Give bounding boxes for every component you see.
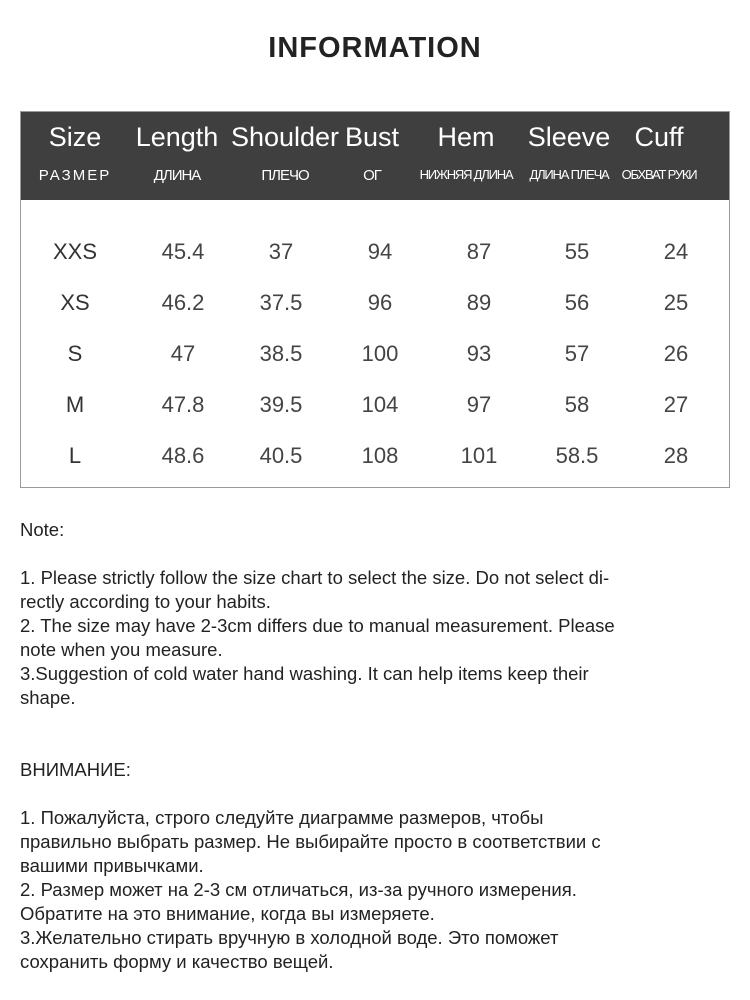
header-hem [411,112,521,200]
cell-sleeve: 57 [564,341,590,366]
table-row [21,226,729,277]
cell-shoulder: 37.5 [259,290,303,315]
note-line-ru: 3.Желательно стирать вручную в холодной воде. Это поможет [20,927,559,948]
size-chart-table [20,111,730,488]
header-size [21,112,129,200]
header-label-en: Sleeve [527,122,611,152]
cell-hem: 89 [466,290,492,315]
note-line-ru: правильно выбрать размер. Не выбирайте просто в соответствии с [20,831,601,852]
cell-size: S [67,341,83,366]
cell-sleeve: 56 [564,290,590,315]
cell-hem: 101 [460,443,498,468]
cell-bust: 100 [361,341,399,366]
cell-size: M [65,392,85,417]
cell-sleeve: 55 [564,239,590,264]
header-label-en: Bust [344,122,400,152]
note-line-en: 3.Suggestion of cold water hand washing. It can help items keep their [20,663,589,684]
cell-shoulder: 37 [268,239,294,264]
header-bust [335,112,409,200]
note-line-en: rectly according to your habits. [20,591,271,612]
table-row [21,430,729,481]
cell-cuff: 27 [663,392,689,417]
header-shoulder [223,112,347,200]
header-label-en: Length [135,122,219,152]
notes-heading-ru: ВНИМАНИЕ: [20,759,131,780]
cell-bust: 104 [361,392,399,417]
table-row [21,277,729,328]
note-line-ru: сохранить форму и качество вещей. [20,951,334,972]
header-label-en: Hem [437,122,495,152]
notes-heading-en: Note: [20,519,65,540]
header-label-ru: РАЗМЕР [38,167,112,184]
note-line-ru: вашими привычками. [20,855,204,876]
cell-cuff: 26 [663,341,689,366]
notes-section [20,518,720,974]
table-header [21,112,729,200]
cell-length: 48.6 [161,443,205,468]
note-line-ru: 2. Размер может на 2-3 см отличаться, из-за ручного измерения. [20,879,577,900]
header-label-ru: ПЛЕЧО [261,167,309,184]
cell-sleeve: 58.5 [555,443,599,468]
header-label-ru: НИЖНЯЯ ДЛИНА [419,167,513,182]
cell-hem: 97 [466,392,492,417]
cell-shoulder: 38.5 [259,341,303,366]
cell-bust: 108 [361,443,399,468]
cell-cuff: 25 [663,290,689,315]
cell-size: XXS [52,239,98,264]
cell-length: 45.4 [161,239,205,264]
cell-cuff: 24 [663,239,689,264]
cell-cuff: 28 [663,443,689,468]
header-label-ru: ДЛИНА [153,167,201,184]
header-sleeve [519,112,619,200]
cell-shoulder: 39.5 [259,392,303,417]
header-label-en: Size [48,122,102,152]
cell-size: L [68,443,82,468]
table-row [21,379,729,430]
cell-length: 47 [170,341,196,366]
table-row [21,328,729,379]
cell-length: 46.2 [161,290,205,315]
header-label-en: Shoulder [230,122,340,152]
cell-shoulder: 40.5 [259,443,303,468]
header-label-ru: ДЛИНА ПЛЕЧА [529,167,609,182]
header-length [129,112,225,200]
note-line-en: shape. [20,687,76,708]
cell-sleeve: 58 [564,392,590,417]
header-label-en: Cuff [634,122,684,152]
header-cuff [617,112,701,200]
page-title: INFORMATION [268,32,482,64]
cell-hem: 93 [466,341,492,366]
table-body [21,200,729,487]
header-label-ru: ОГ [363,167,381,184]
header-label-ru: ОБХВАТ РУКИ [621,167,697,182]
note-line-en: 2. The size may have 2-3cm differs due to manual measurement. Please [20,615,615,636]
cell-size: XS [60,290,90,315]
note-line-en: 1. Please strictly follow the size chart to select the size. Do not select di- [20,567,610,588]
note-line-en: note when you measure. [20,639,223,660]
cell-length: 47.8 [161,392,205,417]
cell-hem: 87 [466,239,492,264]
cell-bust: 94 [367,239,393,264]
note-line-ru: Обратите на это внимание, когда вы измеряете. [20,903,435,924]
cell-bust: 96 [367,290,393,315]
note-line-ru: 1. Пожалуйста, строго следуйте диаграмме размеров, чтобы [20,807,544,828]
